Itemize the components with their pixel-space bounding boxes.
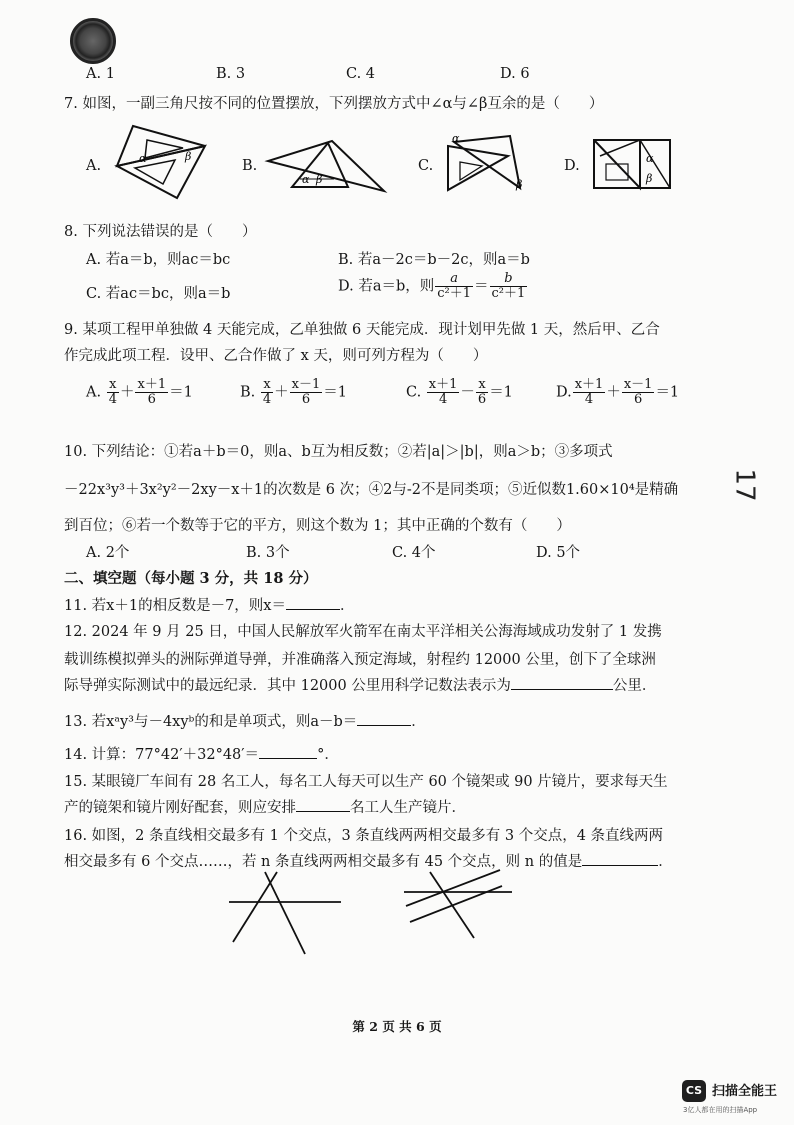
section-heading: 二、填空题（每小题 3 分，共 18 分） bbox=[64, 570, 318, 587]
svg-text:α: α bbox=[302, 173, 310, 186]
q13-answer-blank[interactable] bbox=[357, 711, 411, 726]
q16-three-lines-figure bbox=[225, 868, 345, 958]
scanner-tagline: 3亿人都在用的扫描App bbox=[683, 1106, 758, 1114]
q7-figure-a bbox=[105, 118, 220, 208]
q12-line2: 载训练模拟弹头的洲际弹道导弹，并准确落入预定海域，射程约 12000 公里，创下了全球洲 bbox=[64, 652, 656, 668]
q7-option-a: A. bbox=[86, 158, 102, 174]
q12-answer-blank[interactable] bbox=[511, 675, 613, 690]
q6-option-c: C. 4 bbox=[346, 66, 376, 82]
q10-option-a: A. 2个 bbox=[86, 545, 130, 561]
q7-option-b: B. bbox=[242, 158, 258, 174]
q10-line2: －22x³y³＋3x²y²－2xy－x＋1的次数是 6 次；④2与-2不是同类项；⑤近似数1.60×10⁴是精确 bbox=[64, 482, 679, 498]
q16-line2: 相交最多有 6 个交点……，若 n 条直线两两相交最多有 45 个交点，则 n 的值是 ． bbox=[64, 850, 673, 871]
q9-option-c: C. $\frac{x+1}{4}$ － $\frac{x}{6}$ ＝1 bbox=[406, 377, 513, 407]
q7-stem: 7. 如图，一副三角尺按不同的位置摆放，下列摆放方式中∠α与∠β互余的是（ ） bbox=[64, 96, 604, 112]
svg-text:β: β bbox=[185, 150, 192, 163]
q7-option-d: D. bbox=[564, 158, 580, 174]
q10-option-d: D. 5个 bbox=[536, 545, 581, 561]
q10-option-c: C. 4个 bbox=[392, 545, 436, 561]
q6-option-a: A. 1 bbox=[86, 66, 115, 82]
q16-answer-blank[interactable] bbox=[582, 851, 658, 866]
svg-text:α: α bbox=[452, 132, 460, 145]
q8-option-a: A. 若a＝b，则ac＝bc bbox=[86, 252, 231, 268]
q8-option-c: C. 若ac＝bc，则a＝b bbox=[86, 286, 231, 302]
q7-figure-b bbox=[262, 135, 392, 195]
margin-handwritten-note: 17 bbox=[729, 468, 760, 502]
q13: 13. 若xᵃy³与－4xyᵇ的和是单项式，则a－b＝ ． bbox=[64, 710, 426, 731]
q11: 11. 若x＋1的相反数是－7，则x＝ ． bbox=[64, 594, 354, 615]
page-footer: 第 2 页 共 6 页 bbox=[352, 1019, 442, 1034]
q9-option-a: A. $\frac{x}{4}$ ＋ $\frac{x+1}{6}$ ＝1 bbox=[86, 377, 193, 407]
camscanner-logo-icon: CS bbox=[682, 1080, 706, 1102]
q10-line1: 10. 下列结论：①若a＋b＝0，则a、b互为相反数；②若|a|＞|b|，则a＞b；③多项式 bbox=[64, 444, 613, 460]
q15-line2: 产的镜架和镜片刚好配套，则应安排 名工人生产镜片． bbox=[64, 796, 466, 817]
q8-stem: 8. 下列说法错误的是（ ） bbox=[64, 224, 257, 240]
q7-figure-d bbox=[590, 132, 680, 194]
svg-text:β: β bbox=[646, 172, 653, 185]
q16-four-lines-figure bbox=[400, 866, 520, 946]
q9-line2: 作完成此项工程．设甲、乙合作做了 x 天，则可列方程为（ ） bbox=[64, 348, 488, 364]
q6-option-d: D. 6 bbox=[500, 66, 530, 82]
q9-option-b: B. $\frac{x}{4}$ ＋ $\frac{x-1}{6}$ ＝1 bbox=[240, 377, 347, 407]
q12-line3: 际导弹实际测试中的最远纪录．其中 12000 公里用科学记数法表示为 公里． bbox=[64, 674, 656, 695]
q9-line1: 9. 某项工程甲单独做 4 天能完成，乙单独做 6 天能完成．现计划甲先做 1 天，然后甲、乙合 bbox=[64, 322, 660, 338]
svg-text:α: α bbox=[139, 152, 147, 165]
q16-line1: 16. 如图，2 条直线相交最多有 1 个交点，3 条直线两两相交最多有 3 个交点，4 条直线两两 bbox=[64, 828, 664, 844]
q14-answer-blank[interactable] bbox=[259, 744, 317, 759]
q12-line1: 12. 2024 年 9 月 25 日，中国人民解放军火箭军在南太平洋相关公海海域成功发射了 1 发携 bbox=[64, 624, 662, 640]
q8-option-d: D. 若a＝b，则 $\frac{a}{\text{c²＋1}}$ ＝ $\frac{b}{\text{c²＋1}}$ bbox=[338, 271, 526, 301]
q10-option-b: B. 3个 bbox=[246, 545, 290, 561]
q7-option-c: C. bbox=[418, 158, 434, 174]
q6-option-b: B. 3 bbox=[216, 66, 246, 82]
q11-answer-blank[interactable] bbox=[286, 595, 340, 610]
svg-text:α: α bbox=[646, 152, 654, 165]
scanner-app-name: 扫描全能王 bbox=[712, 1084, 778, 1099]
q7-figure-c bbox=[440, 128, 530, 198]
q14: 14. 计算：77°42′＋32°48′＝ °． bbox=[64, 743, 339, 764]
school-seal-icon bbox=[70, 18, 116, 64]
q10-line3: 到百位；⑥若一个数等于它的平方，则这个数为 1；其中正确的个数有（ ） bbox=[64, 518, 571, 534]
q9-option-d: D. $\frac{x+1}{4}$ ＋ $\frac{x-1}{6}$ ＝1 bbox=[556, 377, 680, 407]
q15-answer-blank[interactable] bbox=[296, 797, 350, 812]
svg-text:β: β bbox=[316, 173, 323, 186]
svg-text:β: β bbox=[516, 178, 523, 191]
q15-line1: 15. 某眼镜厂车间有 28 名工人，每名工人每天可以生产 60 个镜架或 90 片镜片，要求每天生 bbox=[64, 774, 668, 790]
q8-option-b: B. 若a－2c＝b－2c，则a＝b bbox=[338, 252, 530, 268]
